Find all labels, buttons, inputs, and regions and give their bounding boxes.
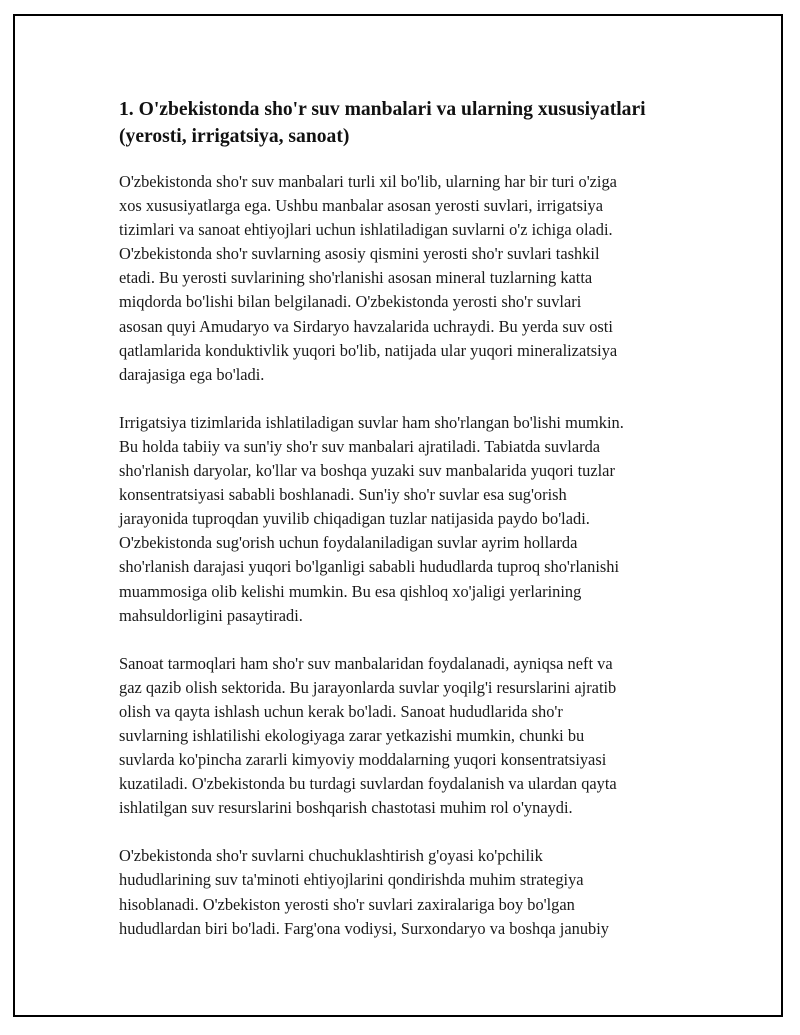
text-line: tizimlari va sanoat ehtiyojlari uchun ishlatiladigan suvlarni o'z ichiga oladi. (119, 220, 613, 240)
text-line: hududlardan biri bo'ladi. Farg'ona vodiysi, Surxondaryo va boshqa janubiy (119, 918, 609, 938)
text-line: ishlatilgan suv resurslarini boshqarish chastotasi muhim rol o'ynaydi. (119, 798, 573, 818)
text-line: O'zbekistonda sho'r suvlarning asosiy qismini yerosti sho'r suvlari tashkil (119, 244, 600, 264)
text-line: miqdorda bo'lishi bilan belgilanadi. O'zbekistonda yerosti sho'r suvlari (119, 292, 582, 312)
text-line: asosan quyi Amudaryo va Sirdaryo havzalarida uchraydi. Bu yerda suv osti (119, 316, 613, 336)
text-line: etadi. Bu yerosti suvlarining sho'rlanishi asosan mineral tuzlarning katta (119, 268, 593, 288)
text-line: Irrigatsiya tizimlarida ishlatiladigan suvlar ham sho'rlangan bo'lishi mumkin. (119, 412, 624, 432)
text-line: kuzatiladi. O'zbekistonda bu turdagi suvlardan foydalanish va ulardan qayta (119, 774, 617, 794)
text-line: hududlarining suv ta'minoti ehtiyojlarini qondirishda muhim strategiya (119, 870, 584, 890)
text-line: O'zbekistonda sug'orish uchun foydalaniladigan suvlar ayrim hollarda (119, 533, 578, 553)
heading-line: 1. O'zbekistonda sho'r suv manbalari va ularning xususiyatlari (119, 99, 646, 120)
text-line: Bu holda tabiiy va sun'iy sho'r suv manbalari ajratiladi. Tabiatda suvlarda (119, 436, 601, 456)
text-line: darajasiga ega bo'ladi. (119, 364, 265, 384)
page-frame (13, 14, 783, 1017)
paragraph-desalination (119, 844, 697, 940)
text-line: suvlarning ishlatilishi ekologiyaga zarar yetkazishi mumkin, chunki bu (119, 725, 585, 745)
text-line: O'zbekistonda sho'r suvlarni chuchuklashtirish g'oyasi ko'pchilik (119, 846, 543, 866)
heading-line: (yerosti, irrigatsiya, sanoat) (119, 126, 350, 147)
text-line: gaz qazib olish sektorida. Bu jarayonlarda suvlar yoqilg'i resurslarini ajratib (119, 677, 617, 697)
text-line: Sanoat tarmoqlari ham sho'r suv manbalaridan foydalanadi, ayniqsa neft va (119, 653, 613, 673)
text-line: xos xususiyatlarga ega. Ushbu manbalar asosan yerosti suvlari, irrigatsiya (119, 196, 604, 216)
paragraph-irrigation (119, 411, 697, 628)
text-line: muammosiga olib kelishi mumkin. Bu esa qishloq xo'jaligi yerlarining (119, 581, 582, 601)
section-heading (119, 96, 697, 150)
text-line: jarayonida tuproqdan yuvilib chiqadigan tuzlar natijasida paydo bo'ladi. (119, 509, 590, 529)
text-line: sho'rlanish daryolar, ko'llar va boshqa yuzaki suv manbalarida yuqori tuzlar (119, 461, 615, 481)
document-body (119, 96, 697, 965)
text-line: suvlarda ko'pincha zararli kimyoviy moddalarning yuqori konsentratsiyasi (119, 750, 607, 770)
text-line: olish va qayta ishlash uchun kerak bo'ladi. Sanoat hududlarida sho'r (119, 701, 563, 721)
text-line: hisoblanadi. O'zbekiston yerosti sho'r suvlari zaxiralariga boy bo'lgan (119, 894, 575, 914)
paragraph-groundwater (119, 170, 697, 387)
text-line: konsentratsiyasi sababli boshlanadi. Sun'iy sho'r suvlar esa sug'orish (119, 485, 567, 505)
text-line: O'zbekistonda sho'r suv manbalari turli xil bo'lib, ularning har bir turi o'ziga (119, 172, 617, 191)
text-line: qatlamlarida konduktivlik yuqori bo'lib, natijada ular yuqori mineralizatsiya (119, 340, 618, 360)
paragraph-industry (119, 652, 697, 821)
text-line: mahsuldorligini pasaytiradi. (119, 605, 303, 625)
text-line: sho'rlanish darajasi yuqori bo'lganligi sababli hududlarda tuproq sho'rlanishi (119, 557, 620, 577)
